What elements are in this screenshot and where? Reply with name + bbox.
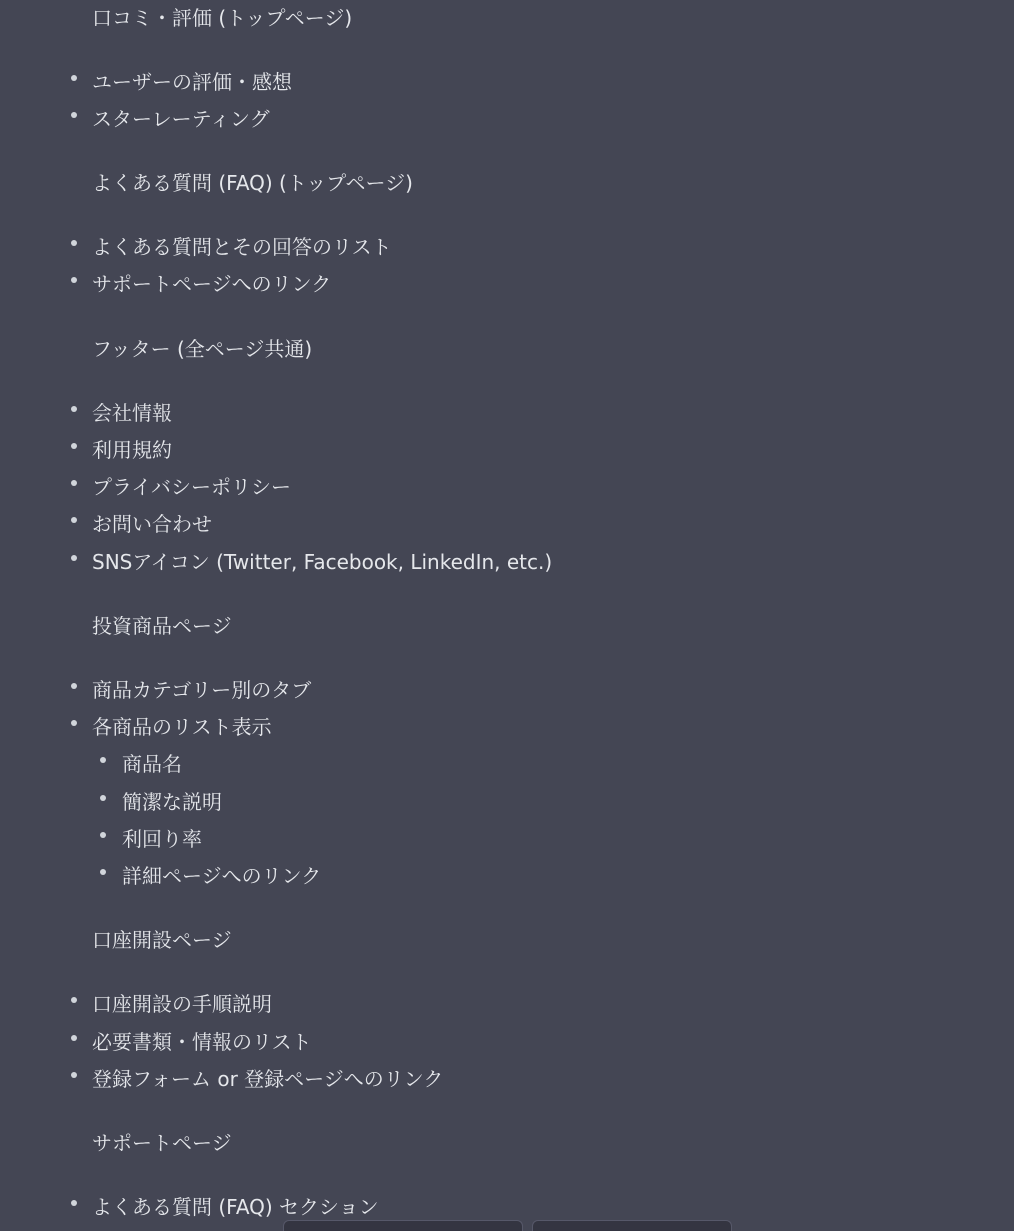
list-item-text: 利用規約 — [92, 438, 172, 462]
bullet-icon — [100, 795, 106, 801]
list-title: 口座開設ページ — [92, 928, 232, 952]
list-item-text: 利回り率 — [122, 827, 202, 851]
list-item-text: 必要書類・情報のリスト — [92, 1030, 312, 1054]
list-item-text: 各商品のリスト表示 — [92, 715, 272, 739]
list-item-text: 詳細ページへのリンク — [122, 864, 322, 888]
bullet-icon — [71, 406, 77, 412]
list-heading — [0, 168, 900, 198]
list-item-text: プライバシーポリシー — [92, 475, 291, 499]
list-title: よくある質問 (FAQ) (トップページ) — [92, 171, 413, 195]
list-item-text: 簡潔な説明 — [122, 790, 222, 814]
bullet-icon — [71, 997, 77, 1003]
floating-action-button[interactable] — [283, 1220, 523, 1231]
bullet-icon — [71, 683, 77, 689]
list-item-text: ユーザーの評価・感想 — [92, 70, 292, 94]
bullet-icon — [71, 75, 77, 81]
list-item-text: お問い合わせ — [92, 512, 212, 536]
bullet-icon — [71, 112, 77, 118]
list-title: 口コミ・評価 (トップページ) — [92, 6, 353, 30]
list-item-text: SNSアイコン (Twitter, Facebook, LinkedIn, etc.) — [92, 550, 553, 574]
list-heading — [0, 925, 900, 955]
bullet-icon — [71, 443, 77, 449]
bullet-icon — [71, 1035, 77, 1041]
list-item-text: よくある質問 (FAQ) セクション — [92, 1195, 379, 1219]
bullet-icon — [71, 555, 77, 561]
list-title: サポートページ — [92, 1131, 232, 1155]
bullet-icon — [100, 832, 106, 838]
bullet-icon — [100, 869, 106, 875]
list-item-text: よくある質問とその回答のリスト — [92, 235, 392, 259]
bullet-icon — [100, 757, 106, 763]
bullet-icon — [71, 1072, 77, 1078]
list-title: フッター (全ページ共通) — [92, 337, 313, 361]
list-heading — [0, 611, 900, 641]
list-item-text: 登録フォーム or 登録ページへのリンク — [92, 1067, 444, 1091]
list-heading — [0, 1128, 900, 1158]
bullet-icon — [71, 240, 77, 246]
list-item-text: 会社情報 — [92, 401, 172, 425]
list-item-text: 商品カテゴリー別のタブ — [92, 678, 312, 702]
bullet-icon — [71, 277, 77, 283]
bullet-icon — [71, 1200, 77, 1206]
bullet-icon — [71, 517, 77, 523]
list-item-text: サポートページへのリンク — [92, 272, 332, 296]
list-heading — [0, 3, 900, 33]
bullet-icon — [71, 480, 77, 486]
bullet-icon — [71, 720, 77, 726]
list-heading — [0, 334, 900, 364]
list-item-text: 口座開設の手順説明 — [92, 992, 272, 1016]
list-item-text: 商品名 — [122, 752, 182, 776]
list-title: 投資商品ページ — [92, 614, 232, 638]
floating-action-button[interactable] — [532, 1220, 732, 1231]
list-item-text: スターレーティング — [92, 107, 270, 131]
